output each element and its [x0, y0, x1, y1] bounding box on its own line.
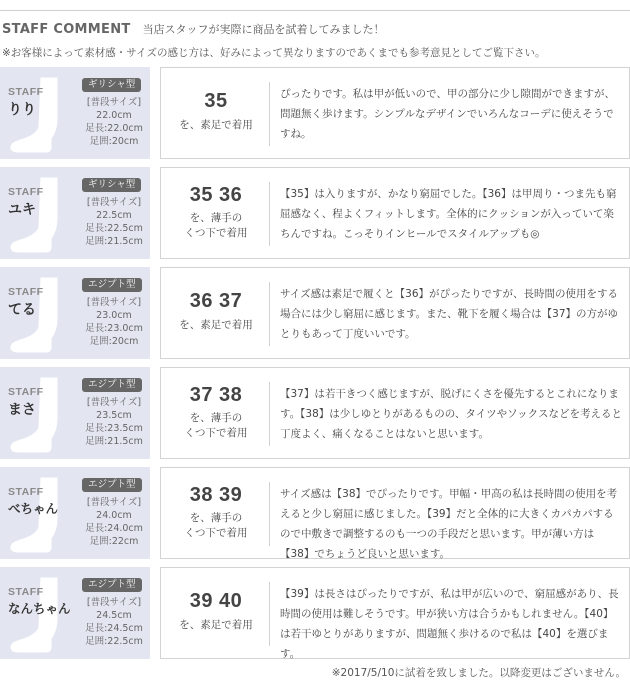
foot-length-value: 24.5cm: [107, 623, 143, 634]
staff-card: [0, 567, 150, 659]
foot-width: [80, 635, 148, 648]
staff-name: りり: [8, 102, 36, 118]
tried-size-box: [160, 67, 270, 159]
fitting-note: [161, 618, 271, 633]
foot-width-label: 足囲:: [85, 236, 108, 247]
staff-comment: 【35】は入りますが、かなり窮屈でした。【36】は甲周り・つま先も窮屈感なく、程よくフィットします。全体的にクッションが入っていて楽ちんですね。こっそりインヒールでスタイルアップも◎: [280, 188, 617, 240]
fitting-note: [161, 118, 271, 133]
fitting-note: [161, 318, 271, 333]
foot-width: [80, 535, 148, 548]
staff-name: まさ: [8, 402, 36, 418]
usual-size-label: [普段サイズ]: [86, 97, 142, 108]
foot-length-value: 23.0cm: [107, 323, 143, 334]
usual-size-label: [普段サイズ]: [86, 197, 142, 208]
fitting-note-line: を、薄手の: [189, 212, 243, 224]
fitting-note-line: を、素足で着用: [179, 619, 253, 631]
tried-size-box: [160, 467, 270, 559]
foot-width: [80, 135, 148, 148]
foot-width: [80, 435, 148, 448]
foot-length: [80, 322, 148, 335]
foot-size-info: [80, 496, 148, 548]
foot-length: [80, 422, 148, 435]
staff-comment: サイズ感は素足で履くと【36】がぴったりですが、長時間の使用をする場合には少し窮屈に感じます。また、靴下を履く場合は【37】の方がゆとりもあって丁度いいです。: [280, 288, 619, 340]
usual-size-label: [普段サイズ]: [86, 597, 142, 608]
foot-type-badge: ギリシャ型: [82, 178, 141, 192]
staff-row: [0, 67, 630, 159]
foot-length-label: 足長:: [85, 223, 108, 234]
foot-width-value: 21.5cm: [107, 436, 143, 447]
fitting-note-line: くつ下で着用: [184, 427, 248, 439]
tried-sizes: 35: [204, 90, 228, 112]
comment-box: [270, 267, 630, 359]
foot-type-badge: ギリシャ型: [82, 78, 141, 92]
staff-row: [0, 267, 630, 359]
comment-box: [270, 467, 630, 559]
foot-size-info: [80, 596, 148, 648]
staff-card: [0, 67, 150, 159]
section-lead: 当店スタッフが実際に商品を試着してみました！: [142, 23, 385, 36]
top-rule: [0, 10, 630, 11]
foot-width-value: 21.5cm: [107, 236, 143, 247]
foot-width-value: 22cm: [111, 536, 139, 547]
foot-width-value: 22.5cm: [107, 636, 143, 647]
foot-size-info: [80, 96, 148, 148]
foot-length-label: 足長:: [85, 323, 108, 334]
staff-tag: STAFF: [8, 486, 44, 498]
foot-width-label: 足囲:: [89, 336, 112, 347]
tried-sizes: 37 38: [189, 384, 243, 406]
foot-width-label: 足囲:: [89, 536, 112, 547]
fitting-note-line: を、薄手の: [189, 412, 243, 424]
staff-card: [0, 467, 150, 559]
foot-type-badge: エジプト型: [82, 478, 142, 492]
header: [2, 21, 628, 39]
foot-length-value: 24.0cm: [107, 523, 143, 534]
foot-length: [80, 622, 148, 635]
foot-length-label: 足長:: [85, 423, 108, 434]
staff-card: [0, 367, 150, 459]
tried-size-box: [160, 367, 270, 459]
foot-type-badge: エジプト型: [82, 378, 142, 392]
staff-name: てる: [8, 302, 36, 318]
foot-length-label: 足長:: [85, 523, 108, 534]
staff-comment: サイズ感は【38】でぴったりです。甲幅・甲高の私は長時間の使用を考えると少し窮屈に感じました。【39】だと全体的に大きくカパカパするので中敷きで調整するのも一つの手段だと思います。甲が薄い方は【38】でちょうど良いと思います。: [280, 488, 618, 560]
tried-sizes: 39 40: [189, 590, 243, 612]
tried-sizes: 38 39: [189, 484, 243, 506]
foot-length-value: 22.5cm: [107, 223, 143, 234]
usual-size-label: [普段サイズ]: [86, 397, 142, 408]
usual-size-label: [普段サイズ]: [86, 297, 142, 308]
staff-row: [0, 367, 630, 459]
usual-size-label: [普段サイズ]: [86, 497, 142, 508]
staff-row: [0, 167, 630, 259]
usual-size-value: 22.5cm: [96, 210, 132, 221]
foot-width-label: 足囲:: [85, 636, 108, 647]
foot-width: [80, 335, 148, 348]
tried-size-box: [160, 167, 270, 259]
fitting-note-line: を、薄手の: [189, 512, 243, 524]
staff-tag: STAFF: [8, 186, 44, 198]
staff-comment: ぴったりです。私は甲が低いので、甲の部分に少し隙間ができますが、問題無く歩けます。シンプルなデザインでいろんなコーデに使えそうですね。: [280, 88, 615, 140]
foot-length-value: 22.0cm: [107, 123, 143, 134]
foot-type-badge: エジプト型: [82, 278, 142, 292]
staff-tag: STAFF: [8, 586, 44, 598]
tried-sizes: 35 36: [189, 184, 243, 206]
foot-width-value: 20cm: [111, 136, 139, 147]
foot-width: [80, 235, 148, 248]
usual-size-value: 24.5cm: [96, 610, 132, 621]
staff-card: [0, 267, 150, 359]
comment-box: [270, 567, 630, 659]
staff-row: [0, 567, 630, 659]
disclaimer-note: ※お客様によって素材感・サイズの感じ方は、好みによって異なりますのであくまでも参考意見としてご覧下さい。: [2, 47, 546, 59]
staff-card: [0, 167, 150, 259]
foot-width-label: 足囲:: [85, 436, 108, 447]
foot-width-label: 足囲:: [89, 136, 112, 147]
usual-size-value: 22.0cm: [96, 110, 132, 121]
foot-size-info: [80, 296, 148, 348]
usual-size-value: 23.0cm: [96, 310, 132, 321]
foot-width-value: 20cm: [111, 336, 139, 347]
staff-tag: STAFF: [8, 386, 44, 398]
staff-name: べちゃん: [8, 501, 59, 516]
foot-type-badge: エジプト型: [82, 578, 142, 592]
comment-box: [270, 167, 630, 259]
tried-size-box: [160, 267, 270, 359]
foot-length: [80, 522, 148, 535]
fitting-note-line: くつ下で着用: [184, 227, 248, 239]
staff-comment: 【37】は若干きつく感じますが、脱げにくさを優先するとこれになります。【38】は少しゆとりがあるものの、タイツやソックスなどを考えると丁度よく、痛くなることはないと思います。: [280, 388, 623, 440]
foot-length-label: 足長:: [85, 123, 108, 134]
staff-row: [0, 467, 630, 559]
staff-comment-list: [0, 67, 630, 667]
fitting-note: [161, 411, 271, 441]
tried-size-box: [160, 567, 270, 659]
staff-tag: STAFF: [8, 286, 44, 298]
fitting-note-line: を、素足で着用: [179, 119, 253, 131]
staff-comment: 【39】は長さはぴったりですが、私は甲が広いので、窮屈感があり、長時間の使用は難しそうです。甲が狭い方は合うかもしれません。【40】は若干ゆとりがありますが、問題無く歩けるので私は【40】を選びます。: [280, 588, 619, 660]
fitting-note: [161, 511, 271, 541]
footer-note: ※2017/5/10に試着を致しました。以降変更はございません。: [331, 667, 626, 679]
foot-size-info: [80, 196, 148, 248]
comment-box: [270, 67, 630, 159]
staff-name: ユキ: [8, 202, 36, 218]
staff-tag: STAFF: [8, 86, 44, 98]
foot-size-info: [80, 396, 148, 448]
usual-size-value: 23.5cm: [96, 410, 132, 421]
foot-length-value: 23.5cm: [107, 423, 143, 434]
tried-sizes: 36 37: [189, 290, 243, 312]
usual-size-value: 24.0cm: [96, 510, 132, 521]
staff-name: なんちゃん: [8, 601, 71, 616]
foot-length: [80, 222, 148, 235]
comment-box: [270, 367, 630, 459]
fitting-note-line: くつ下で着用: [184, 527, 248, 539]
foot-length-label: 足長:: [85, 623, 108, 634]
fitting-note-line: を、素足で着用: [179, 319, 253, 331]
fitting-note: [161, 211, 271, 241]
foot-length: [80, 122, 148, 135]
section-title: STAFF COMMENT: [2, 22, 131, 37]
